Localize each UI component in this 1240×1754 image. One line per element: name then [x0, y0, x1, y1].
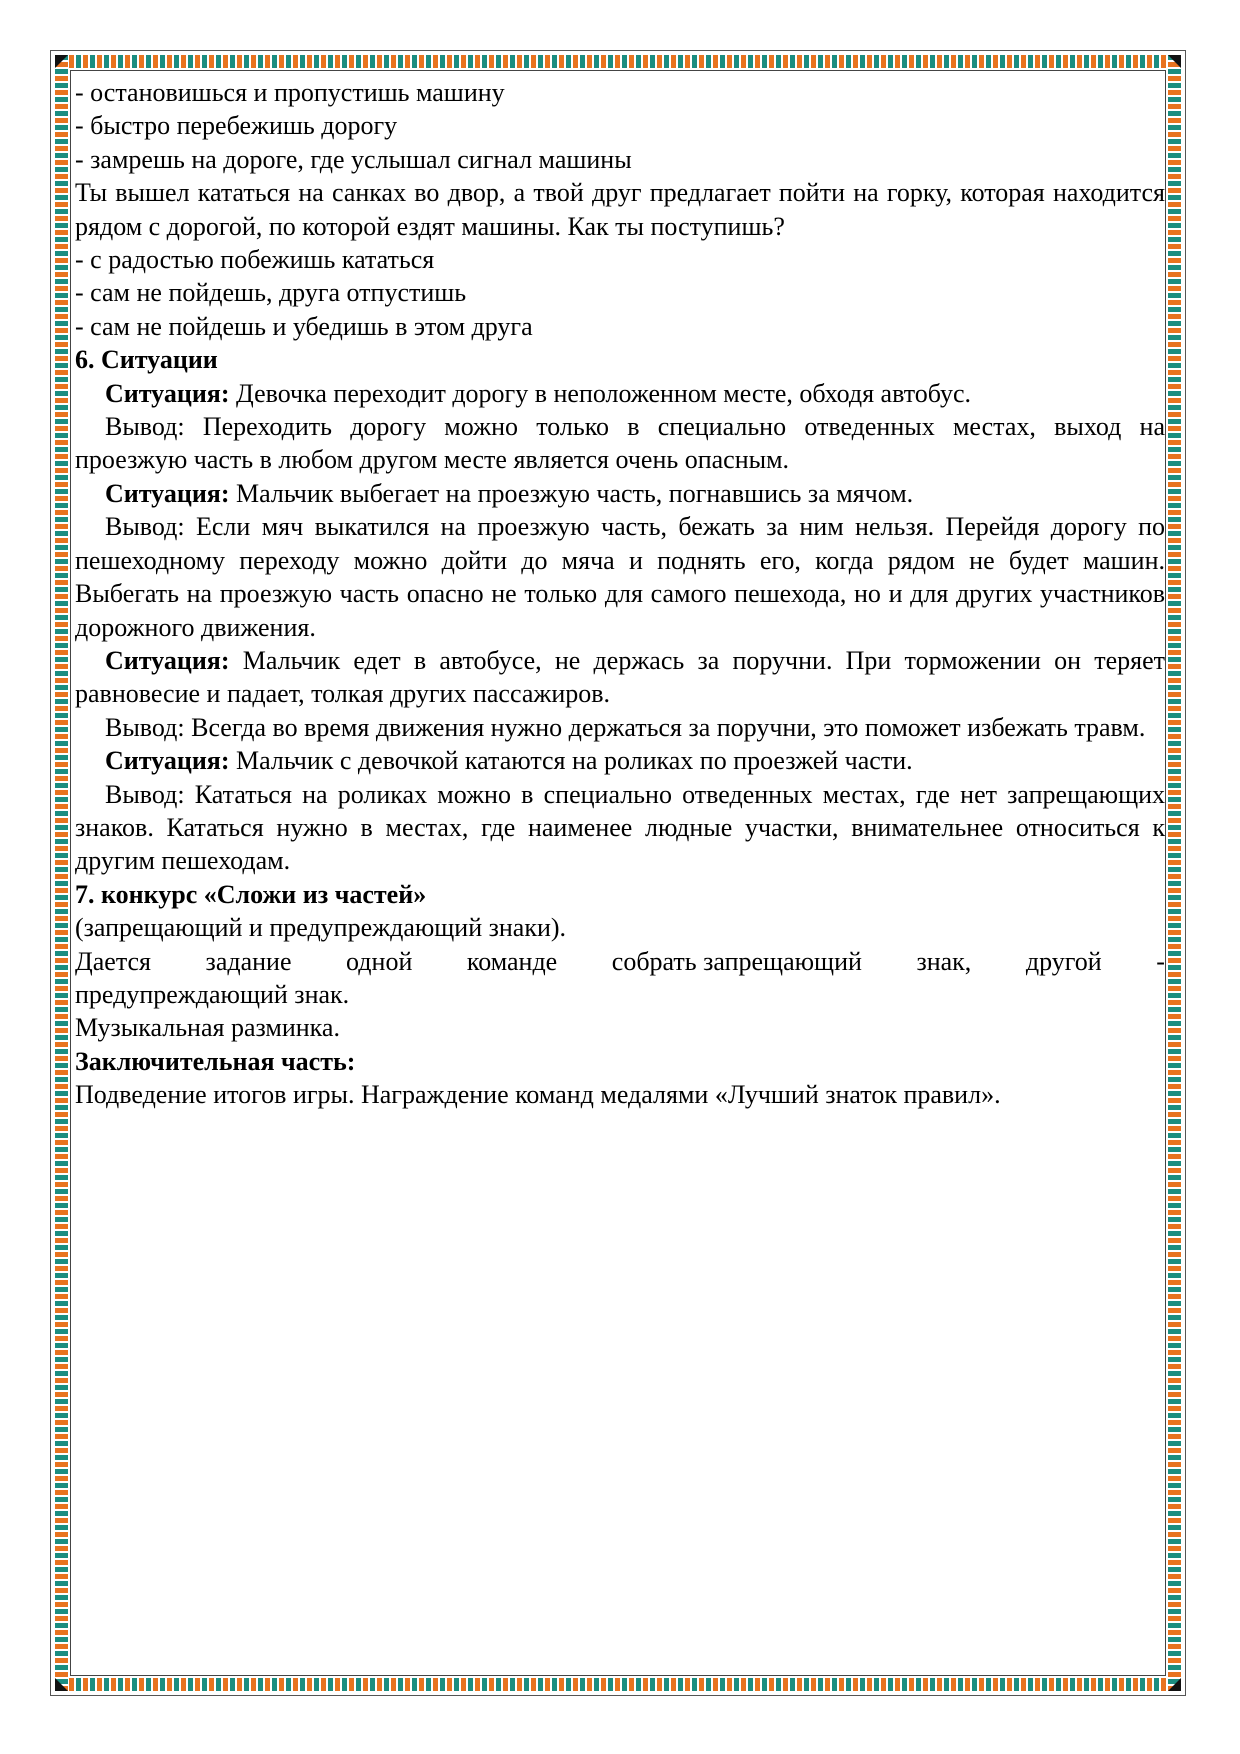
task-word: знак, [916, 946, 972, 976]
section-heading: Заключительная часть: [75, 1046, 356, 1076]
frame-corner [1168, 1678, 1181, 1691]
situation-text: Мальчик с девочкой катаются на роликах по проезжей части. [229, 746, 913, 776]
situation-text: Девочка переходит дорогу в неположенном месте, обходя автобус. [229, 378, 972, 408]
conclusion-paragraph: Вывод: Всегда во время движения нужно держаться за поручни, это поможет избежать травм. [105, 712, 1146, 742]
task-word: собрать запрещающий [611, 946, 862, 976]
situation-label: Ситуация: [105, 478, 230, 508]
task-line-end: предупреждающий знак. [75, 979, 350, 1009]
task-word: другой [1025, 946, 1102, 976]
answer-option: - остановишься и пропустишь машину [75, 78, 505, 107]
task-word: одной [346, 946, 413, 976]
situation-label: Ситуация: [105, 645, 230, 675]
situation-text: Мальчик выбегает на проезжую часть, погнавшись за мячом. [229, 478, 914, 508]
task-word: - [1156, 946, 1165, 976]
final-text: Подведение итогов игры. Награждение команд медалями «Лучший знаток правил». [75, 1080, 1001, 1110]
section-heading: 7. конкурс «Сложи из частей» [75, 879, 427, 909]
warmup-text: Музыкальная разминка. [75, 1013, 340, 1043]
situation-paragraph [75, 377, 1165, 410]
answer-option: - сам не пойдешь и убедишь в этом друга [75, 311, 533, 341]
task-word: команде [466, 946, 558, 976]
answer-option: - быстро перебежишь дорогу [75, 111, 398, 141]
situation-label: Ситуация: [105, 746, 230, 776]
answer-option: - с радостью побежишь кататься [75, 245, 435, 275]
conclusion-paragraph: Вывод: Переходить дорогу можно только в специально отведенных местах, выход на проезжую часть в любом другом месте является очень опасным. [75, 412, 1165, 475]
frame-corner [55, 55, 68, 68]
section-subtitle: (запрещающий и предупреждающий знаки). [75, 913, 567, 943]
task-line [75, 945, 1165, 978]
task-word: Дается [75, 946, 151, 976]
frame-corner [1168, 55, 1181, 68]
answer-option: - сам не пойдешь, друга отпустишь [75, 278, 467, 308]
decorative-frame-left [55, 55, 68, 1691]
document-body [75, 76, 1165, 1112]
section-heading: 6. Ситуации [75, 345, 218, 375]
decorative-frame-right [1168, 55, 1181, 1691]
answer-option: - замрешь на дороге, где услышал сигнал машины [75, 144, 632, 174]
conclusion-paragraph: Вывод: Кататься на роликах можно в специально отведенных местах, где нет запрещающих знаков. Кататься нужно в местах, где наименее людные участки, внимательнее относиться к другим пешеходам. [75, 779, 1165, 876]
question-paragraph: Ты вышел кататься на санках во двор, а твой друг предлагает пойти на горку, которая находится рядом с дорогой, по которой ездят машины. Как ты поступишь? [75, 178, 1165, 241]
task-word: задание [205, 946, 292, 976]
frame-corner [55, 1678, 68, 1691]
situation-paragraph [75, 477, 1165, 510]
situation-paragraph [75, 744, 1165, 777]
situation-paragraph [75, 644, 1165, 711]
situation-text: Мальчик едет в автобусе, не держась за поручни. При торможении он теряет равновесие и падает, толкая других пассажиров. [75, 645, 1165, 709]
conclusion-paragraph: Вывод: Если мяч выкатился на проезжую часть, бежать за ним нельзя. Перейдя дорогу по пешеходному переходу можно дойти до мяча и поднять его, когда рядом не будет машин. Выбегать на проезжую часть опасно не только для самого пешехода, но и для других участников дорожного движения. [75, 512, 1165, 642]
situation-label: Ситуация: [105, 378, 230, 408]
